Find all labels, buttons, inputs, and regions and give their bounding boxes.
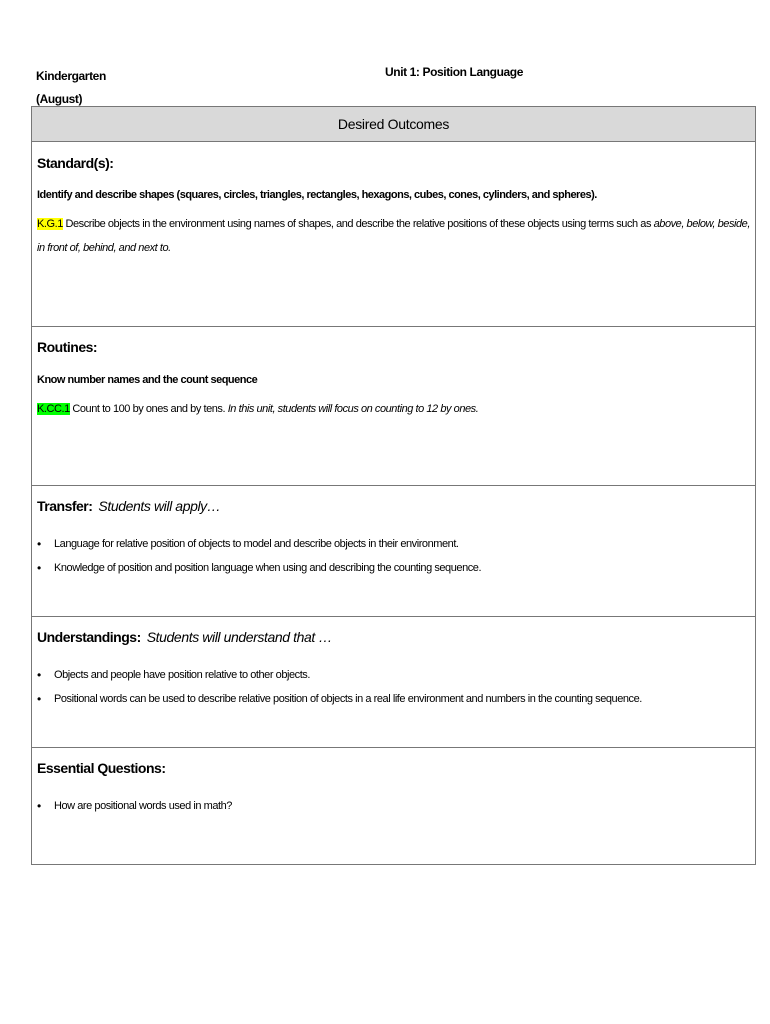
grade-month: (August): [36, 92, 83, 106]
understandings-label: Understandings:: [37, 629, 141, 645]
transfer-sub: Students will apply…: [98, 498, 221, 514]
grade-label: [36, 65, 106, 111]
routines-section: [32, 327, 755, 486]
standards-text: Describe objects in the environment using names of shapes, and describe the relative positions of these objects using terms such as: [62, 218, 654, 230]
standards-heading: Standard(s):: [37, 155, 114, 171]
standard-code: K.G.1: [37, 218, 63, 230]
grade-name: Kindergarten: [36, 69, 106, 83]
transfer-label: Transfer:: [37, 498, 93, 514]
standards-description: [37, 212, 755, 260]
standards-section: [32, 142, 755, 327]
transfer-list: [37, 532, 755, 580]
understandings-heading: [37, 627, 755, 647]
routines-text: Count to 100 by ones and by tens.: [69, 403, 228, 415]
routines-heading: Routines:: [37, 339, 98, 355]
understandings-list: [37, 663, 755, 711]
list-item: • Language for relative position of objects to model and describe objects in their environment.: [37, 532, 755, 556]
routine-code: K.CC.1: [37, 403, 70, 415]
understandings-section: [32, 617, 755, 748]
routines-statement: Know number names and the count sequence: [37, 374, 258, 386]
standards-italic: above, below, beside, in front of, behind, and next to.: [37, 218, 750, 254]
essential-questions-list: [37, 794, 755, 818]
list-item: • How are positional words used in math?: [37, 794, 755, 818]
transfer-section: [32, 486, 755, 617]
essential-questions-section: [32, 748, 755, 864]
table-title: Desired Outcomes: [32, 107, 755, 142]
unit-title: Unit 1: Position Language: [385, 65, 524, 79]
list-item: • Positional words can be used to describe relative position of objects in a real life environment and numbers in the counting sequence.: [37, 687, 755, 711]
standards-statement: Identify and describe shapes (squares, circles, triangles, rectangles, hexagons, cubes, cones, cylinders, and spheres).: [37, 189, 597, 201]
transfer-heading: [37, 496, 755, 516]
essential-questions-heading: Essential Questions:: [37, 760, 166, 776]
list-item: • Knowledge of position and position language when using and describing the counting sequence.: [37, 556, 755, 580]
list-item: • Objects and people have position relative to other objects.: [37, 663, 755, 687]
routines-italic: In this unit, students will focus on counting to 12 by ones.: [227, 403, 479, 415]
understandings-sub: Students will understand that …: [146, 629, 333, 645]
routines-description: [37, 397, 755, 421]
desired-outcomes-table: [31, 106, 756, 865]
